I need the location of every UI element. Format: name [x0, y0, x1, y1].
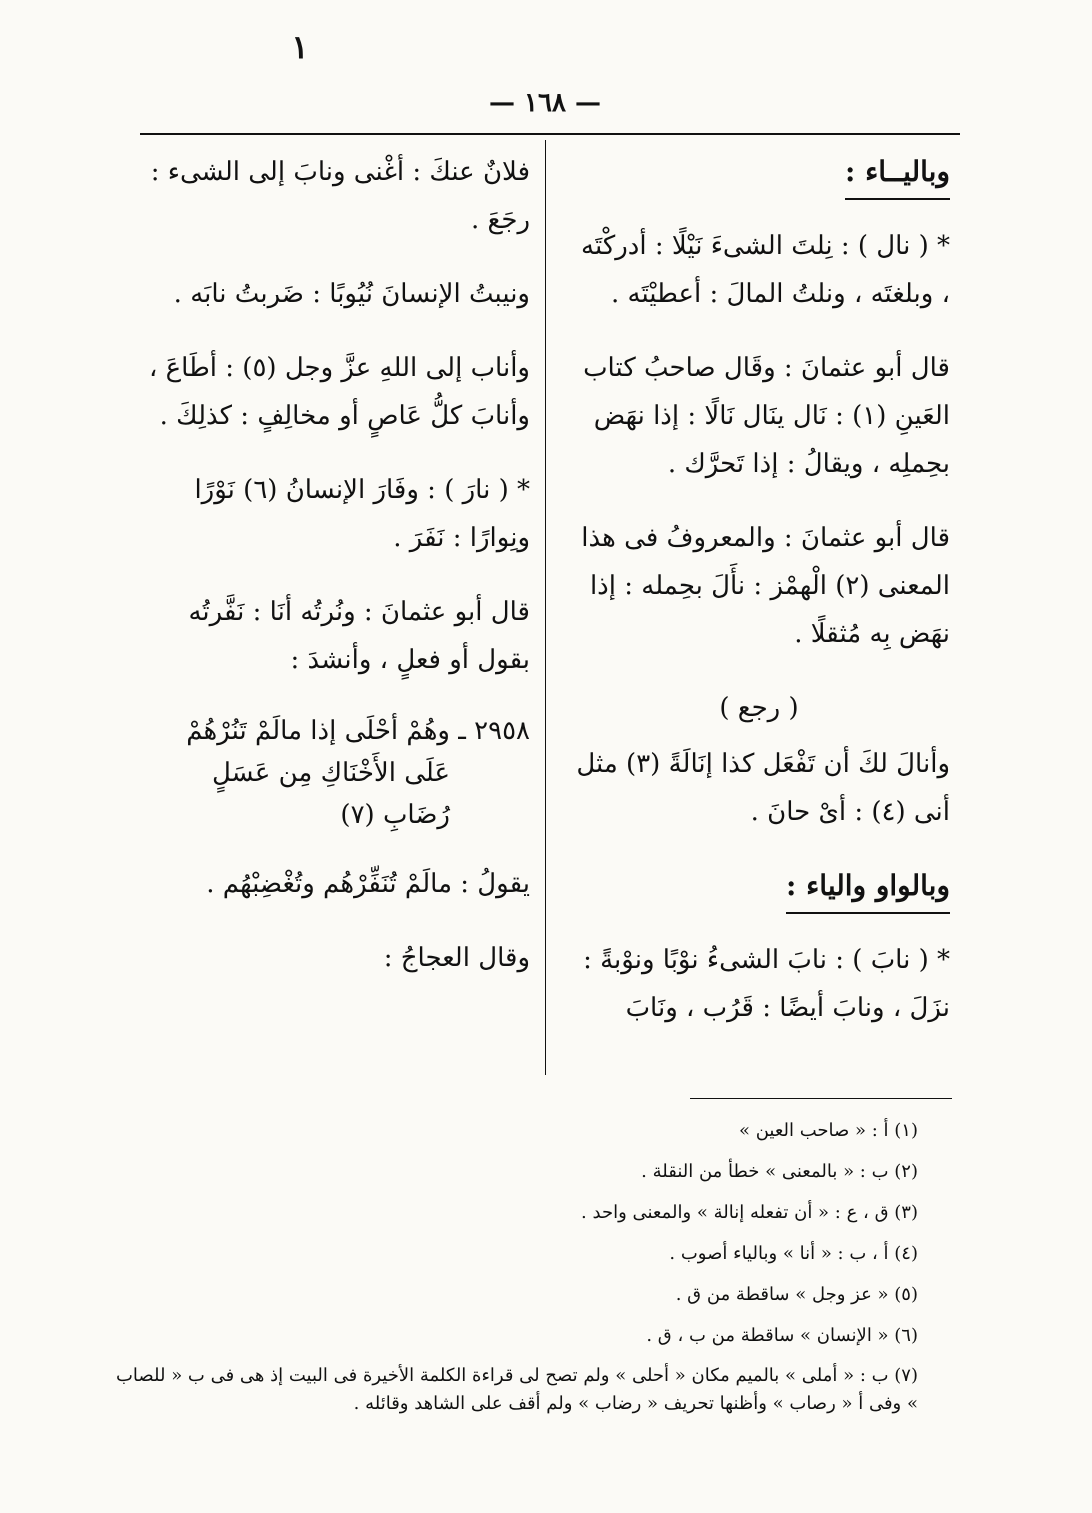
- verse-line-2: عَلَى الأَخْنَاكِ مِن عَسَلٍ رُضَابِ (٧): [211, 758, 450, 830]
- section-heading-ya: وباليــاء :: [845, 148, 950, 200]
- footnote-4: (٤) أ ، ب : « أنا » وبالياء أصوب .: [669, 1243, 918, 1264]
- verse-line-1: ٢٩٥٨ ـ وهُمْ أحْلَى إذا مالَمْ تَنُرْهُمْ: [186, 716, 530, 746]
- return-label: ( رجع ): [719, 693, 799, 723]
- section-heading-waw-ya: وبالواو والياء :: [786, 862, 950, 914]
- para-fulan: فلانٌ عنكَ : أغْنى ونابَ إلى الشىء : رجَعَ .: [150, 157, 530, 235]
- column-divider: [545, 140, 546, 1075]
- footnotes: [110, 1110, 948, 1418]
- footnote-5: (٥) « عز وجل » ساقطة من ق .: [675, 1284, 918, 1305]
- entry-naba: * ( نابَ ) : نابَ الشىءُ نوْبًا ونوْبةً : نزَلَ ، ونابَ أيضًا : قَرُب ، ونَابَ: [583, 945, 950, 1023]
- footnote-2: (٢) ب : « بالمعنى » خطأ من النقلة .: [641, 1161, 918, 1182]
- top-mark: ١: [291, 28, 309, 66]
- quote-abu-uthman-2: قال أبو عثمانَ : والمعروفُ فى هذا المعنى (٢) الْهمْز : نأَلَ بحِمله : إذا نهَض بِه مُثقلًا .: [581, 523, 950, 649]
- para-anaba: وأناب إلى اللهِ عزَّ وجل (٥) : أطَاعَ ، وأنابَ كلُّ عَاصٍ أو مخالِفٍ : كذلِكَ .: [149, 353, 530, 431]
- para-nabata: ونيبتُ الإنسانَ نُيُوبًا : ضَربتُ نابَه .: [173, 279, 530, 309]
- footnote-rule: [690, 1098, 952, 1099]
- page-number: — ١٦٨ —: [488, 88, 602, 118]
- footnote-3: (٣) ق ، ع : « أن تفعله إنالة » والمعنى واحد .: [581, 1202, 918, 1223]
- left-column: [140, 148, 530, 1008]
- entry-nal: * ( نال ) : نِلتَ الشىءَ نَيْلًا : أدركْتَه ، وبلغتَه ، ونلتُ المالَ : أعطيْتَه .: [581, 231, 950, 309]
- footnote-1: (١) أ : « صاحب العين »: [738, 1120, 918, 1141]
- header-rule: [140, 133, 960, 135]
- footnote-7: (٧) ب : « أملى » بالميم مكان « أحلى » ولم تصح لى قراءة الكلمة الأخيرة فى البيت إذ هى فى ب « للصاب » وفى أ « رصاب » وأظنها تحريف « رضاب » ولم أقف على الشاهد وقائله .: [115, 1365, 918, 1414]
- entry-nar: * ( نارَ ) : وفَارَ الإنسانُ (٦) نَوْرًا ونِوارًا : نَفَرَ .: [194, 475, 530, 553]
- right-column: [568, 148, 950, 1058]
- quote-abu-uthman-3: قال أبو عثمانَ : ونُرتُه أنَا : نَفَّرتُه بقول أو فعلٍ ، وأنشدَ :: [188, 597, 530, 675]
- para-ajjaj: وقال العجاجُ :: [383, 943, 530, 973]
- entry-anal: وأنالَ لكَ أن تَفْعَل كذا إنَالَةً (٣) مثل أنى (٤) : أىْ حانَ .: [576, 749, 950, 827]
- para-yaqul: يقولُ : مالَمْ تُنَفِّرْهُم وتُغْضِبْهُم .: [206, 869, 530, 899]
- verse-2958: [140, 710, 530, 836]
- quote-abu-uthman-1: قال أبو عثمانَ : وقَال صاحبُ كتاب العَينِ (١) : نَال ينَال نَالًا : إذا نهَض بحِملِه ، ويقالُ : إذا تَحرَّك .: [583, 353, 950, 479]
- footnote-6: (٦) « الإنسان » ساقطة من ب ، ق .: [646, 1325, 918, 1346]
